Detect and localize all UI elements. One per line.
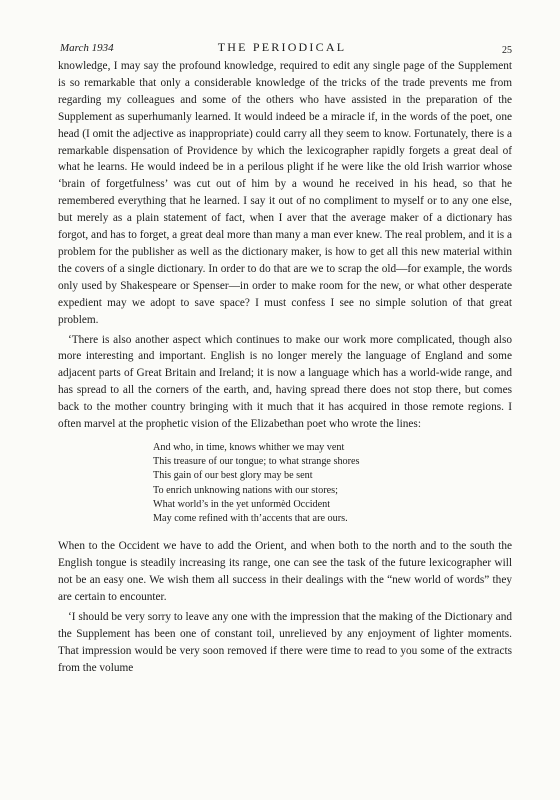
paragraph-continued: knowledge, I may say the profound knowledge, required to edit any single page of the Supplement is so remarkable that only a considerable knowledge of the tricks of the trade prevents me from regarding my colleagues and some of the others who have assisted in the preparation of the Supplement as superhumanly learned. It would indeed be a miracle if, in the words of the poet, one head (I omit the adjective as inappropriate) could carry all they seem to know. Fortunately, there is a remarkable dispensation of Providence by which the lexicographer rapidly forgets a great deal of what he learns. He would indeed be in a perilous plight if he were like the old Irish warrior whose ‘brain of forgetfulness’ was cut out of him by a wound he received in his head, so that he remembered everything that he learned. I say it out of no compliment to myself or to any one else, but merely as a plain statement of fact, when I aver that the average maker of a dictionary has forgot, and has to forget, a great deal more than many a man ever knew. The real problem, and it is a problem for the publisher as well as the dictionary maker, is how to get all this new material within the covers of a single dictionary. In order to do that are we to scrap the old—for example, the words only used by Shakespeare or Spenser—in order to make room for the new, or what other desperate expedient may we adopt to save space? I must confess I see no simple solution of that great problem. bbox=[58, 60, 512, 326]
paragraph-after-poem: When to the Occident we have to add the Orient, and when both to the north and to the south the English tongue is steadily increasing its range, one can see the task of the future lexicographer will not be an easy one. We wish them all success in their dealings with the “new world of words” they are certain to encounter. bbox=[58, 540, 512, 603]
issue-date: March 1934 bbox=[60, 42, 114, 54]
poem-line: This treasure of our tongue; to what strange shores bbox=[153, 456, 360, 468]
poem-line: This gain of our best glory may be sent bbox=[153, 470, 313, 482]
poem-line: May come refined with th’accents that are ours. bbox=[153, 512, 348, 524]
running-head bbox=[52, 40, 512, 56]
paragraph: ‘There is also another aspect which continues to make our work more complicated, though also more interesting and important. English is no longer merely the language of England and some adjacent parts of Great Britain and Ireland; it is now a language which has a world-wide range, and has spread to all the corners of the earth, and, having spread there does not stop there, but comes back to the mother country bringing with it much that it has acquired in those remote regions. I often marvel at the prophetic vision of the Elizabethan poet who wrote the lines: bbox=[58, 333, 512, 431]
quoted-poem bbox=[153, 441, 512, 526]
page-number: 25 bbox=[502, 45, 512, 56]
poem-line: What world’s in the yet unformèd Occident bbox=[153, 498, 331, 510]
periodical-title: THE PERIODICAL bbox=[217, 40, 347, 54]
article-body bbox=[58, 58, 512, 676]
paragraph: ‘I should be very sorry to leave any one with the impression that the making of the Dictionary and the Supplement has been one of constant toil, unrelieved by any enjoyment of lighter moments. That impression would be very soon removed if there were time to read to you some of the extracts from the volume bbox=[58, 610, 512, 674]
poem-line: And who, in time, knows whither we may vent bbox=[153, 441, 345, 453]
poem-line: To enrich unknowing nations with our stores; bbox=[153, 484, 338, 496]
